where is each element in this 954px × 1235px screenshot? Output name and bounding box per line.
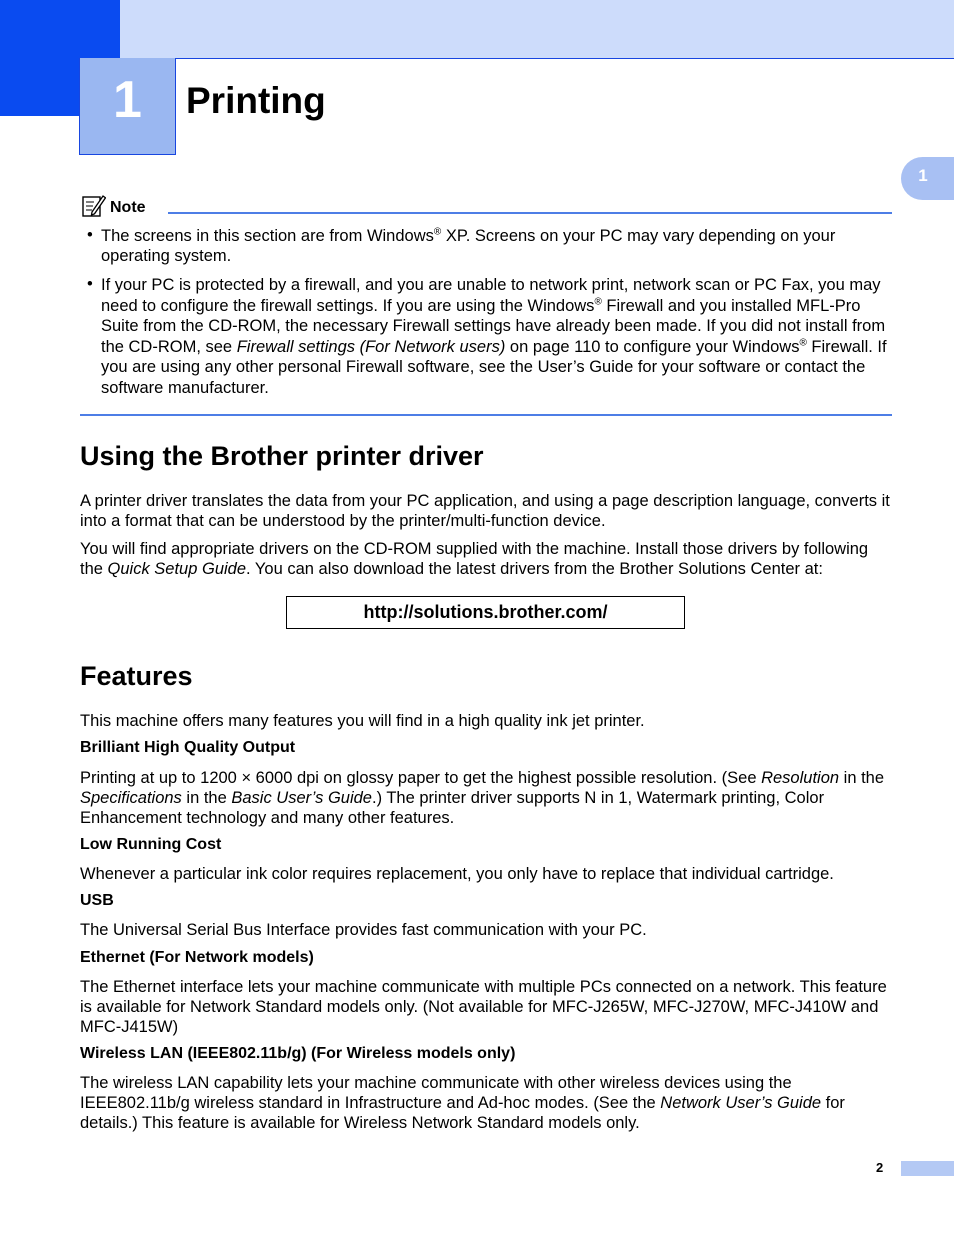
solutions-center-url[interactable]: http://solutions.brother.com/ bbox=[286, 596, 685, 629]
note-pencil-icon bbox=[82, 194, 106, 218]
header-band bbox=[120, 0, 954, 59]
footer-bar bbox=[901, 1161, 954, 1176]
feature-text-usb: The Universal Serial Bus Interface provides fast communication with your PC. bbox=[80, 921, 647, 939]
feature-title-cost: Low Running Cost bbox=[80, 836, 222, 853]
note-bullet-2: If your PC is protected by a firewall, and you are unable to network print, network scan or PC Fax, you may need to configure the firewall settings. If you are using the Windows® Firewall and you installed MFL-Pro Suite from the CD-ROM, the necessary Firewall settings have already been made. If you did not install from the CD-ROM, see Firewall settings (For Network users) on page 110 to configure your Windows® Firewall. If you are using any other personal Firewall software, see the User’s Guide for your software or contact the software manufacturer. bbox=[101, 276, 887, 397]
bullet-marker: • bbox=[87, 226, 93, 244]
paragraph-driver-download: You will find appropriate drivers on the CD-ROM supplied with the machine. Install those drivers by following the Quick Setup Guide. You can also download the latest drivers from the Brother Solutions Center at: bbox=[80, 540, 869, 578]
paragraph-driver-intro: A printer driver translates the data from your PC application, and using a page description language, converts it into a format that can be understood by the printer/multi-function device. bbox=[80, 492, 890, 530]
note-label: Note bbox=[110, 199, 146, 216]
note-top-rule bbox=[168, 212, 892, 214]
page-number: 2 bbox=[876, 1160, 884, 1175]
section-heading-features: Features bbox=[80, 661, 193, 691]
paragraph-features-intro: This machine offers many features you will find in a high quality ink jet printer. bbox=[80, 712, 645, 730]
feature-title-usb: USB bbox=[80, 892, 114, 909]
feature-title-output: Brilliant High Quality Output bbox=[80, 739, 296, 756]
section-heading-printer-driver: Using the Brother printer driver bbox=[80, 441, 484, 471]
feature-text-ethernet: The Ethernet interface lets your machine communicate with multiple PCs connected on a network. This feature is available for Network Standard models only. (Not available for MFC-J265W, MFC-J270W, MFC-J410W and MFC-J415W) bbox=[80, 978, 887, 1036]
feature-text-output: Printing at up to 1200 × 6000 dpi on glossy paper to get the highest possible resolution. (See Resolution in the Specifications in the Basic User’s Guide.) The printer driver supports N in 1, Watermark printing, Color Enhancement technology and many other features. bbox=[80, 769, 885, 827]
chapter-title: Printing bbox=[186, 80, 326, 121]
feature-title-wireless: Wireless LAN (IEEE802.11b/g) (For Wireless models only) bbox=[80, 1045, 516, 1062]
note-bottom-rule bbox=[80, 414, 892, 416]
feature-text-cost: Whenever a particular ink color requires replacement, you only have to replace that individual cartridge. bbox=[80, 865, 834, 883]
bullet-marker: • bbox=[87, 275, 93, 293]
feature-title-ethernet: Ethernet (For Network models) bbox=[80, 949, 314, 966]
note-bullet-1: The screens in this section are from Windows® XP. Screens on your PC may vary depending on your operating system. bbox=[101, 226, 836, 265]
chapter-number: 1 bbox=[113, 71, 142, 129]
side-chapter-tab-number: 1 bbox=[918, 166, 928, 185]
feature-text-wireless: The wireless LAN capability lets your machine communicate with other wireless devices using the IEEE802.11b/g wireless standard in Infrastructure and Ad-hoc modes. (See the Network User’s Guide for details.) This feature is available for Wireless Network Standard models only. bbox=[80, 1074, 845, 1132]
